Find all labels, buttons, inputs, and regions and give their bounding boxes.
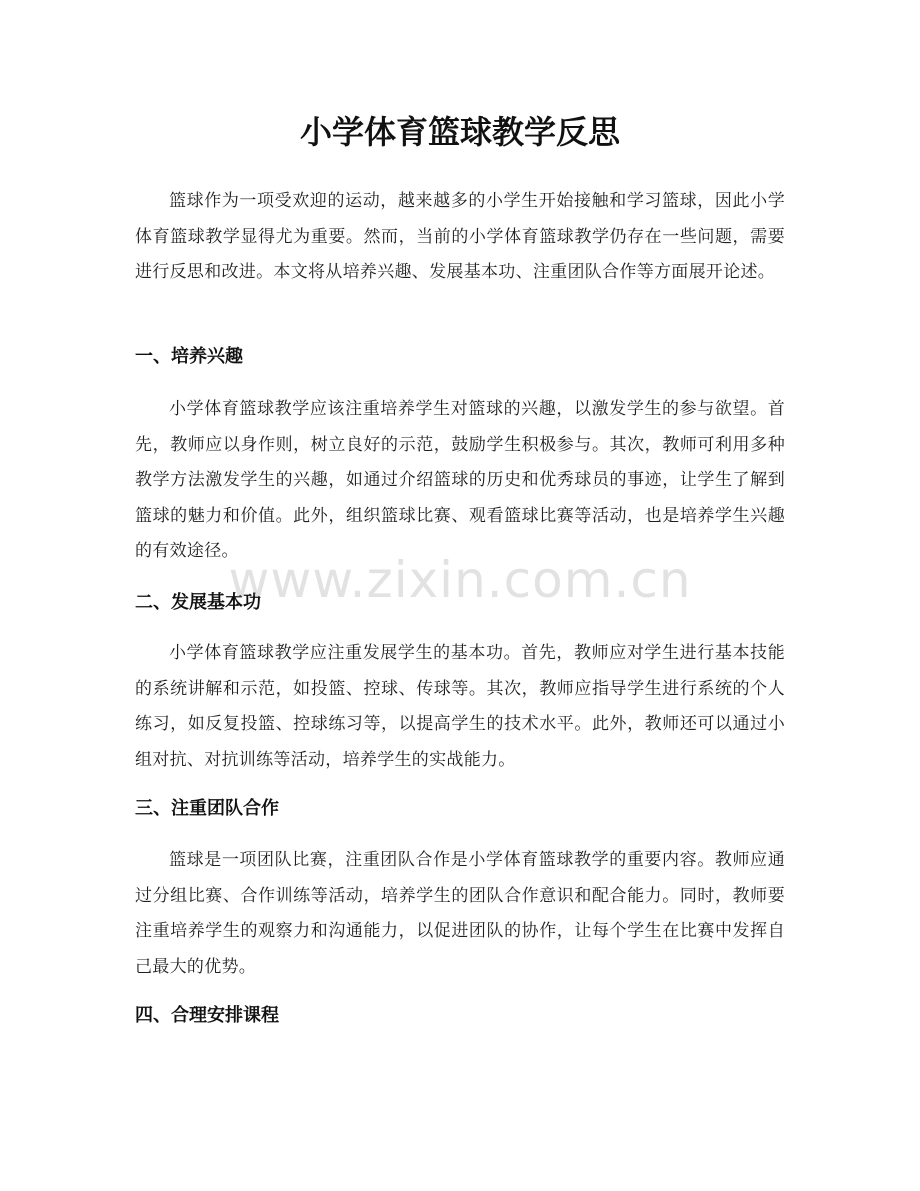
- section-heading-teamwork: 三、注重团队合作: [135, 798, 279, 819]
- section-heading-basics: 二、发展基本功: [135, 592, 261, 613]
- section-body-interest: 小学体育篮球教学应该注重培养学生对篮球的兴趣，以激发学生的参与欲望。首先，教师应以身作则，树立良好的示范，鼓励学生积极参与。其次，教师可利用多种教学方法激发学生的兴趣，如通过介绍篮球的历史和优秀球员的事迹，让学生了解到篮球的魅力和价值。此外，组织篮球比赛、观看篮球比赛等活动，也是培养学生兴趣的有效途径。: [135, 399, 785, 561]
- section-body-basics: 小学体育篮球教学应注重发展学生的基本功。首先，教师应对学生进行基本技能的系统讲解和示范，如投篮、控球、传球等。其次，教师应指导学生进行系统的个人练习，如反复投篮、控球练习等，以提高学生的技术水平。此外，教师还可以通过小组对抗、对抗训练等活动，培养学生的实战能力。: [135, 643, 785, 770]
- intro-paragraph: 篮球作为一项受欢迎的运动，越来越多的小学生开始接触和学习篮球，因此小学体育篮球教学显得尤为重要。然而，当前的小学体育篮球教学仍存在一些问题，需要进行反思和改进。本文将从培养兴趣、发展基本功、注重团队合作等方面展开论述。: [135, 191, 785, 282]
- section-body-teamwork: 篮球是一项团队比赛，注重团队合作是小学体育篮球教学的重要内容。教师应通过分组比赛、合作训练等活动，培养学生的团队合作意识和配合能力。同时，教师要注重培养学生的观察力和沟通能力，以促进团队的协作，让每个学生在比赛中发挥自己最大的优势。: [135, 850, 785, 977]
- page-title: 小学体育篮球教学反思: [299, 113, 620, 151]
- watermark: www.zixin.com.cn: [228, 551, 692, 609]
- section-heading-interest: 一、培养兴趣: [135, 346, 243, 367]
- section-heading-curriculum: 四、合理安排课程: [135, 1005, 279, 1026]
